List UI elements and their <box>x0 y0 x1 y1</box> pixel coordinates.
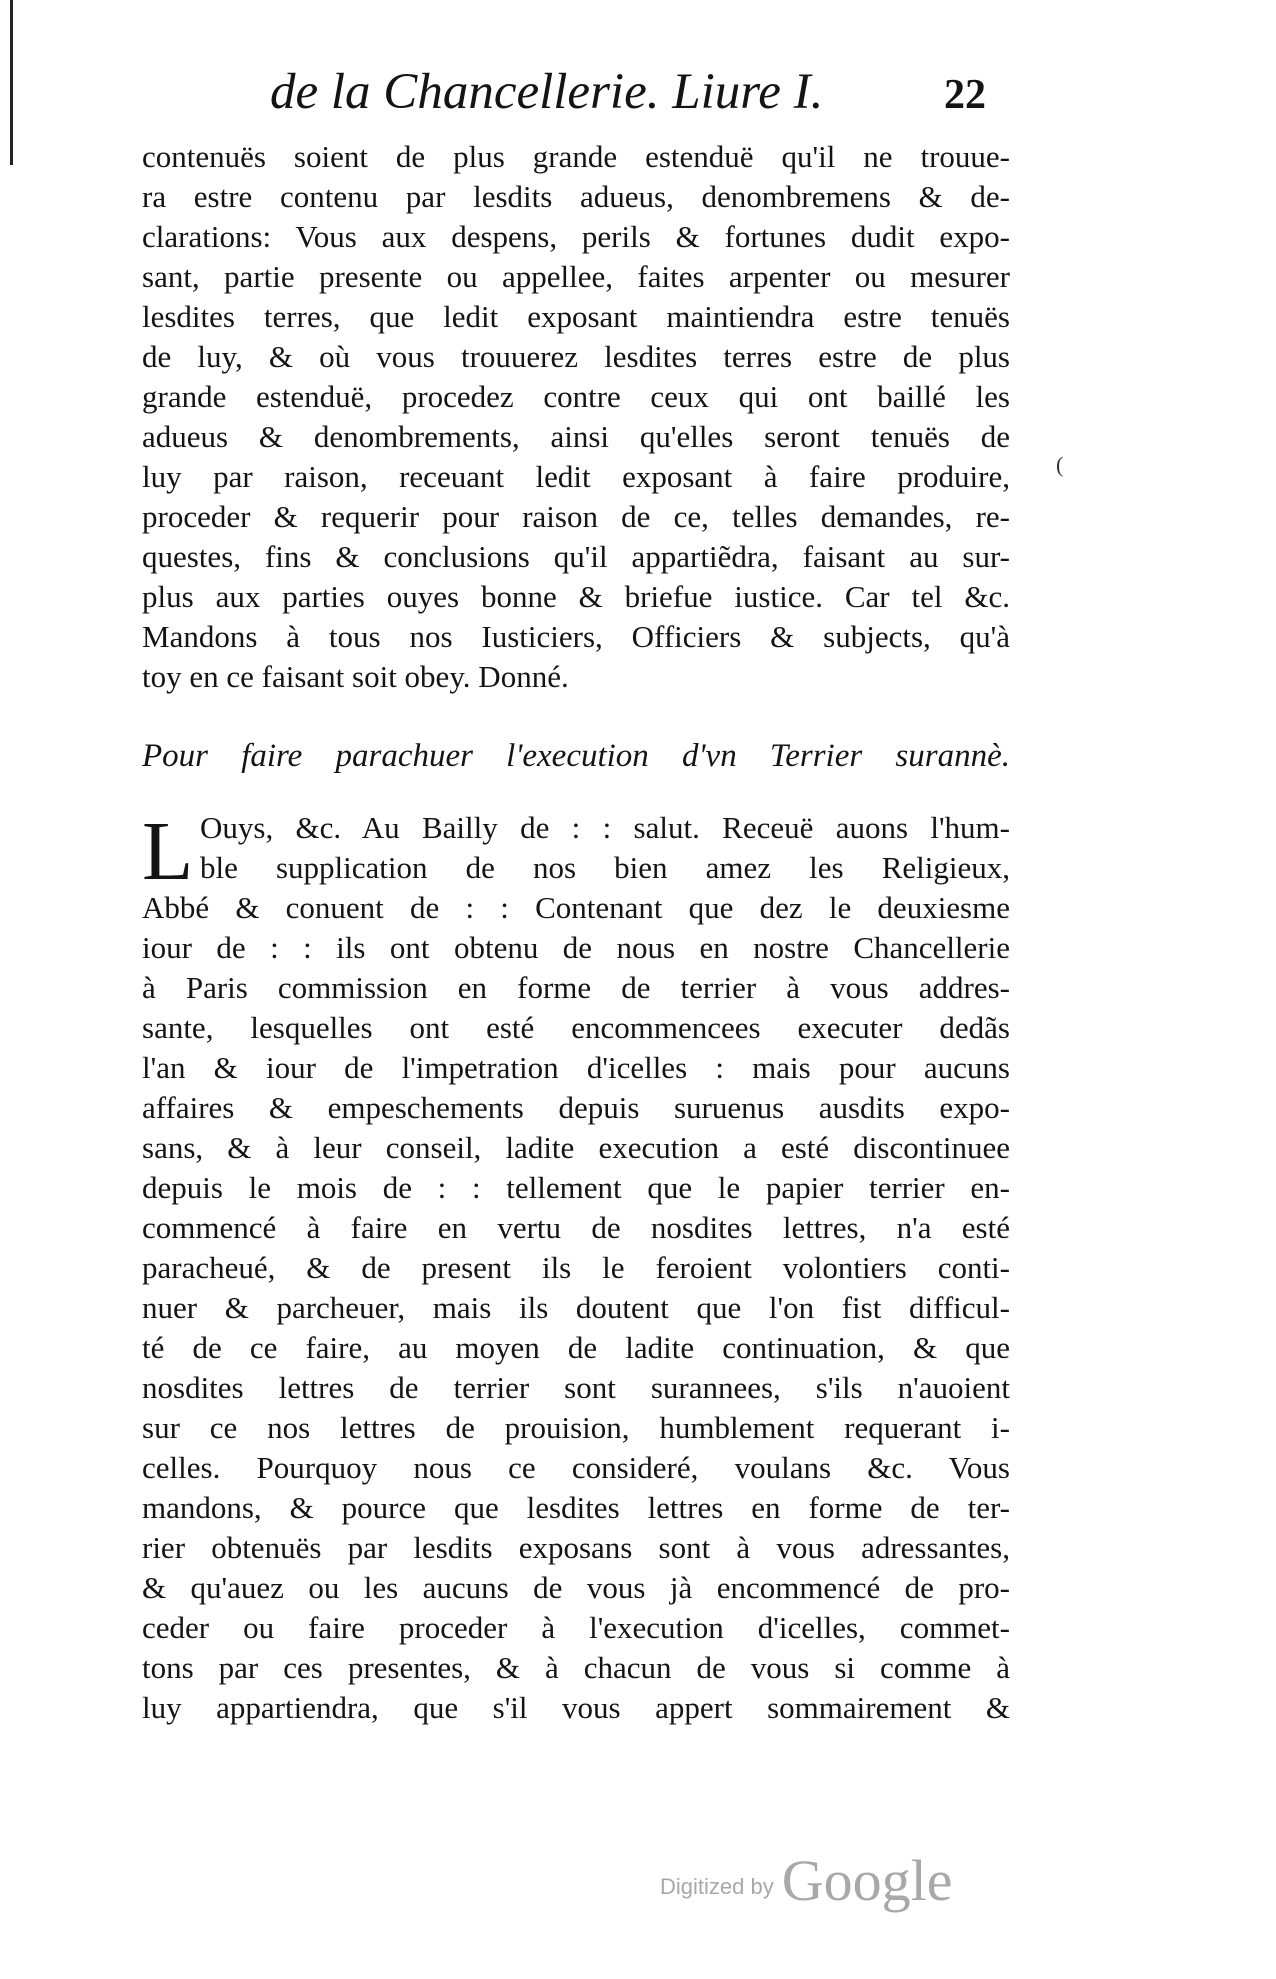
text-line: mandons, & pource que lesdites lettres en forme de ter- <box>142 1490 1010 1525</box>
text-line: nuer & parcheuer, mais ils doutent que l'on fist difficul- <box>142 1290 1010 1325</box>
text-line: Mandons à tous nos Iusticiers, Officiers & subjects, qu'à <box>142 619 1010 654</box>
text-line: sant, partie presente ou appellee, faites arpenter ou mesurer <box>142 259 1010 294</box>
text-line: sante, lesquelles ont esté encommencees executer dedãs <box>142 1010 1010 1045</box>
running-title: de la Chancellerie. Liure I. <box>270 64 824 120</box>
text-line: iour de : : ils ont obtenu de nous en nostre Chancellerie <box>142 930 1010 965</box>
section-heading: Pour faire parachuer l'execution d'vn Terrier surannè. <box>142 738 1010 774</box>
text-line: luy par raison, receuant ledit exposant à faire produire, <box>142 459 1010 494</box>
digitized-by-label: Digitized by <box>660 1874 774 1899</box>
text-line: plus aux parties ouyes bonne & briefue iustice. Car tel &c. <box>142 579 1010 614</box>
text-line: nosdites lettres de terrier sont surannees, s'ils n'auoient <box>142 1370 1010 1405</box>
drop-cap: L <box>142 805 194 898</box>
paragraph-2 <box>142 888 1010 1728</box>
text-line: & qu'auez ou les aucuns de vous jà encommencé de pro- <box>142 1570 1010 1605</box>
paragraph-1 <box>142 137 1010 697</box>
paragraph-2-dropcap-lines <box>200 808 1010 888</box>
text-line: lesdites terres, que ledit exposant maintiendra estre tenuës <box>142 299 1010 334</box>
text-line: sur ce nos lettres de prouision, humblement requerant i- <box>142 1410 1010 1445</box>
text-line: de luy, & où vous trouuerez lesdites terres estre de plus <box>142 339 1010 374</box>
text-line: affaires & empeschements depuis suruenus ausdits expo- <box>142 1090 1010 1125</box>
text-line: té de ce faire, au moyen de ladite continuation, & que <box>142 1330 1010 1365</box>
google-logo: Google <box>781 1848 953 1913</box>
text-line: proceder & requerir pour raison de ce, telles demandes, re- <box>142 499 1010 534</box>
margin-mark: ( <box>1056 452 1064 477</box>
text-line: rier obtenuës par lesdits exposans sont à vous adressantes, <box>142 1530 1010 1565</box>
text-line: ceder ou faire proceder à l'execution d'icelles, commet- <box>142 1610 1010 1645</box>
text-line: depuis le mois de : : tellement que le papier terrier en- <box>142 1170 1010 1205</box>
page-number: 22 <box>944 72 986 118</box>
text-line: sans, & à leur conseil, ladite execution a esté discontinuee <box>142 1130 1010 1165</box>
page-edge-line <box>10 0 13 165</box>
text-line: Abbé & conuent de : : Contenant que dez le deuxiesme <box>142 890 1010 925</box>
text-line: luy appartiendra, que s'il vous appert sommairement & <box>142 1690 1010 1725</box>
text-line: grande estenduë, procedez contre ceux qui ont baillé les <box>142 379 1010 414</box>
text-line: questes, fins & conclusions qu'il appartiẽdra, faisant au sur- <box>142 539 1010 574</box>
text-line: ble supplication de nos bien amez les Religieux, <box>200 850 1010 885</box>
text-line: celles. Pourquoy nous ce consideré, voulans &c. Vous <box>142 1450 1010 1485</box>
digitized-by-google-watermark <box>660 1848 953 1913</box>
text-line: clarations: Vous aux despens, perils & fortunes dudit expo- <box>142 219 1010 254</box>
text-line: l'an & iour de l'impetration d'icelles : mais pour aucuns <box>142 1050 1010 1085</box>
text-line: contenuës soient de plus grande estenduë qu'il ne trouue- <box>142 139 1010 174</box>
text-line: à Paris commission en forme de terrier à vous addres- <box>142 970 1010 1005</box>
text-line: Ouys, &c. Au Bailly de : : salut. Receuë auons l'hum- <box>200 810 1010 845</box>
text-line: paracheué, & de present ils le feroient volontiers conti- <box>142 1250 1010 1285</box>
text-line: commencé à faire en vertu de nosdites lettres, n'a esté <box>142 1210 1010 1245</box>
text-line: adueus & denombrements, ainsi qu'elles seront tenuës de <box>142 419 1010 454</box>
text-line: tons par ces presentes, & à chacun de vous si comme à <box>142 1650 1010 1685</box>
text-line: toy en ce faisant soit obey. Donné. <box>142 659 569 694</box>
text-line: ra estre contenu par lesdits adueus, denombremens & de- <box>142 179 1010 214</box>
